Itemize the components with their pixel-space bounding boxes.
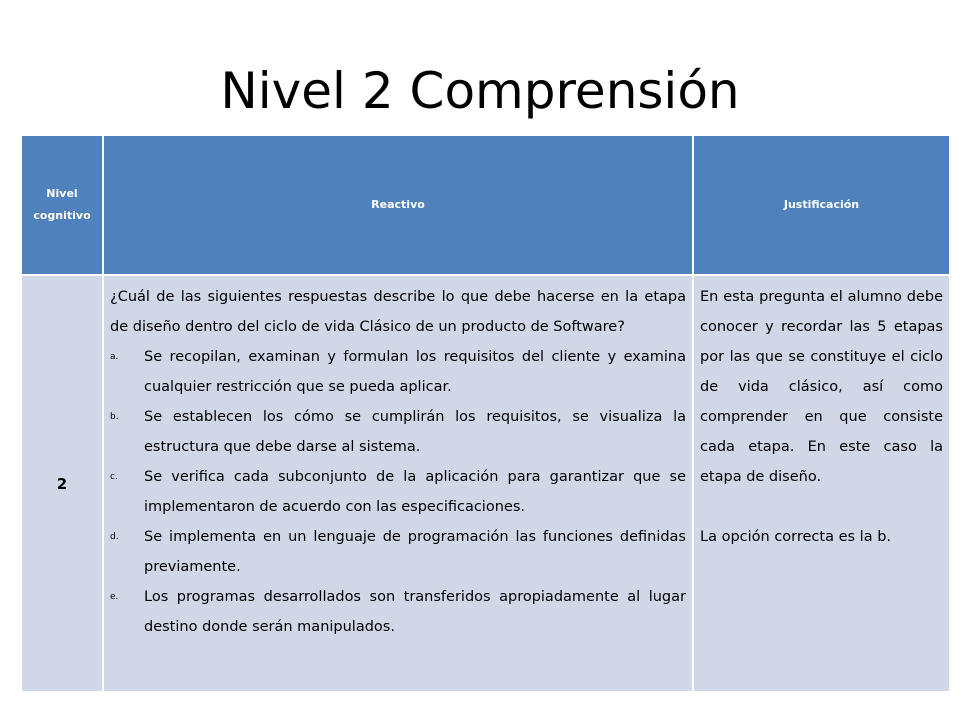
- option-letter: c.: [110, 472, 118, 482]
- option-text: Se verifica cada subconjunto de la aplicación para garantizar que se implementaron de acuerdo con las especificaciones.: [144, 469, 686, 515]
- option-item-b: [110, 402, 686, 462]
- header-reactivo: Reactivo: [103, 135, 693, 275]
- option-text: Los programas desarrollados son transferidos apropiadamente al lugar destino donde serán manipulados.: [144, 589, 686, 635]
- correct-answer-text: La opción correcta es la b.: [700, 529, 892, 545]
- option-item-d: [110, 522, 686, 582]
- reactivo-cell: [103, 275, 693, 692]
- level-cell: 2: [21, 275, 103, 692]
- options-list: [110, 342, 686, 642]
- table-header-row: [21, 135, 950, 275]
- option-item-a: [110, 342, 686, 402]
- header-justificacion: Justificación: [693, 135, 950, 275]
- option-text: Se implementa en un lenguaje de programación las funciones definidas previamente.: [144, 529, 686, 575]
- option-letter: b.: [110, 412, 119, 422]
- question-text: ¿Cuál de las siguientes respuestas describe lo que debe hacerse en la etapa de diseño dentro del ciclo de vida Clásico de un producto de Software?: [110, 289, 686, 335]
- option-text: Se recopilan, examinan y formulan los requisitos del cliente y examina cualquier restricción que se pueda aplicar.: [144, 349, 686, 395]
- option-letter: a.: [110, 352, 119, 362]
- table-row: [21, 275, 950, 692]
- slide-title: Nivel 2 Comprensión: [220, 62, 740, 120]
- assessment-table: [20, 134, 951, 693]
- option-item-e: [110, 582, 686, 642]
- option-letter: d.: [110, 532, 119, 542]
- header-nivel-cognitivo: Nivel cognitivo: [21, 135, 103, 275]
- option-letter: e.: [110, 592, 119, 602]
- justificacion-cell: [693, 275, 950, 692]
- option-text: Se establecen los cómo se cumplirán los requisitos, se visualiza la estructura que debe darse al sistema.: [144, 409, 686, 455]
- option-item-c: [110, 462, 686, 522]
- justificacion-text: En esta pregunta el alumno debe conocer y recordar las 5 etapas por las que se constituye el ciclo de vida clásico, así como comprender en que consiste cada etapa. En este caso la etapa de diseño.: [700, 289, 943, 485]
- assessment-table-container: [20, 134, 949, 693]
